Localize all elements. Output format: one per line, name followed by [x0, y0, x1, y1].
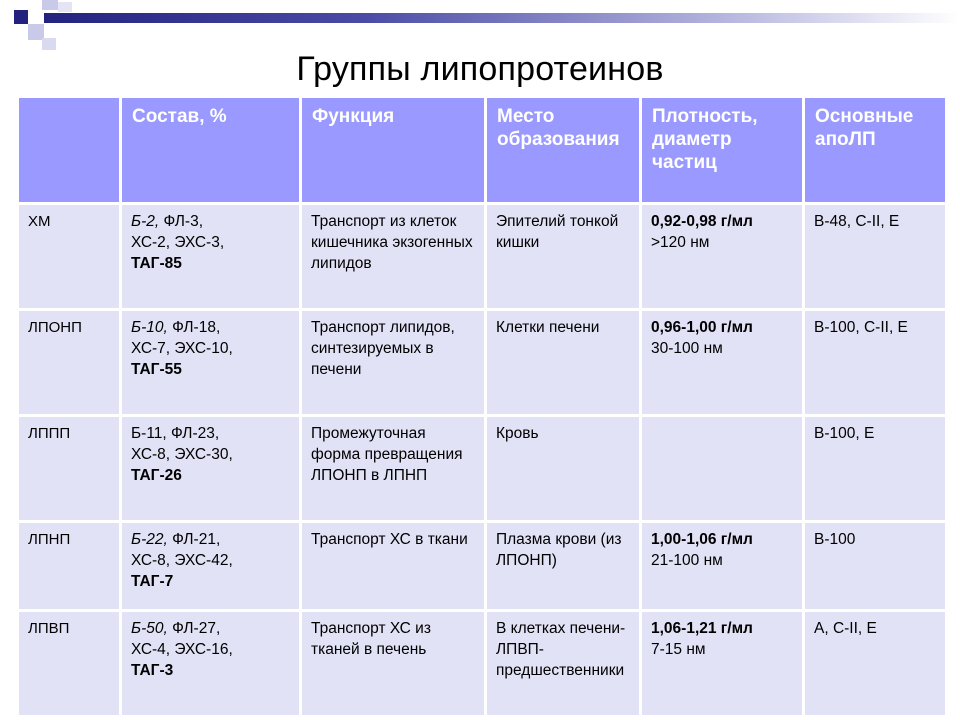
lp-name: ХМ — [19, 205, 119, 308]
origin-cell: Клетки печени — [487, 311, 639, 414]
density-cell — [642, 205, 802, 308]
lp-name: ЛППП — [19, 417, 119, 520]
slide-title: Группы липопротеинов — [296, 50, 664, 88]
table-row — [19, 311, 945, 414]
protein-value: Б-22, — [131, 531, 168, 548]
density-value: 0,92-0,98 г/мл — [651, 213, 753, 230]
lp-name: ЛПВП — [19, 612, 119, 715]
cholesterol-value: ХС-2, ЭХС-3, — [131, 234, 225, 251]
header-cell-empty — [19, 98, 119, 202]
header-density: Плотность, диаметр частиц — [642, 98, 802, 202]
cholesterol-value: ХС-7, ЭХС-10, — [131, 340, 233, 357]
phospholipid-value: ФЛ-3, — [159, 213, 204, 230]
cholesterol-value: ХС-8, ЭХС-30, — [131, 446, 233, 463]
composition-cell — [122, 612, 299, 715]
phospholipid-value: ФЛ-23, — [166, 425, 220, 442]
composition-cell — [122, 205, 299, 308]
corner-square-mid — [58, 2, 72, 12]
tag-value: ТАГ-3 — [131, 662, 174, 679]
origin-cell: Кровь — [487, 417, 639, 520]
density-cell — [642, 311, 802, 414]
phospholipid-value: ФЛ-21, — [167, 531, 221, 548]
function-cell: Транспорт ХС из тканей в печень — [302, 612, 484, 715]
function-cell: Транспорт ХС в ткани — [302, 523, 484, 609]
corner-square-light — [42, 0, 58, 10]
apo-cell: B-100, C-II, E — [805, 311, 945, 414]
table-row — [19, 417, 945, 520]
diameter-value: 7-15 нм — [651, 641, 706, 658]
lp-name: ЛПНП — [19, 523, 119, 609]
cholesterol-value: ХС-8, ЭХС-42, — [131, 552, 233, 569]
protein-value: Б-10, — [131, 319, 168, 336]
diameter-value: 21-100 нм — [651, 552, 723, 569]
tag-value: ТАГ-26 — [131, 467, 182, 484]
composition-cell — [122, 417, 299, 520]
table-header-row — [19, 98, 945, 202]
corner-square-light-3 — [42, 38, 56, 50]
phospholipid-value: ФЛ-18, — [167, 319, 221, 336]
header-apo: Основные апоЛП — [805, 98, 945, 202]
function-cell: Транспорт липидов, синтезируемых в печени — [302, 311, 484, 414]
apo-cell: B-100, E — [805, 417, 945, 520]
function-cell: Транспорт из клеток кишечника экзогенных липидов — [302, 205, 484, 308]
composition-cell — [122, 523, 299, 609]
density-cell — [642, 523, 802, 609]
density-value: 0,96-1,00 г/мл — [651, 319, 753, 336]
tag-value: ТАГ-7 — [131, 573, 174, 590]
protein-value: Б-2, — [131, 213, 160, 230]
lipoprotein-table — [16, 95, 948, 718]
density-value: 1,06-1,21 г/мл — [651, 620, 753, 637]
diameter-value: 30-100 нм — [651, 340, 723, 357]
corner-square-dark — [14, 10, 28, 24]
protein-value: Б-11, — [131, 425, 167, 442]
tag-value: ТАГ-85 — [131, 255, 182, 272]
apo-cell: B-48, C-II, E — [805, 205, 945, 308]
table-row — [19, 205, 945, 308]
origin-cell: Эпителий тонкой кишки — [487, 205, 639, 308]
lp-name: ЛПОНП — [19, 311, 119, 414]
header-composition: Состав, % — [122, 98, 299, 202]
density-cell — [642, 417, 802, 520]
composition-cell — [122, 311, 299, 414]
phospholipid-value: ФЛ-27, — [167, 620, 221, 637]
apo-cell: A, C-II, E — [805, 612, 945, 715]
origin-cell: В клетках печени-ЛПВП-предшественники — [487, 612, 639, 715]
cholesterol-value: ХС-4, ЭХС-16, — [131, 641, 233, 658]
header-origin: Место образования — [487, 98, 639, 202]
diameter-value: >120 нм — [651, 234, 710, 251]
header-function: Функция — [302, 98, 484, 202]
header-gradient-bar — [44, 13, 960, 23]
function-cell: Промежуточная форма превращения ЛПОНП в ЛПНП — [302, 417, 484, 520]
origin-cell: Плазма крови (из ЛПОНП) — [487, 523, 639, 609]
apo-cell: B-100 — [805, 523, 945, 609]
density-cell — [642, 612, 802, 715]
density-value: 1,00-1,06 г/мл — [651, 531, 753, 548]
table-row — [19, 523, 945, 609]
table-row — [19, 612, 945, 715]
tag-value: ТАГ-55 — [131, 361, 182, 378]
protein-value: Б-50, — [131, 620, 168, 637]
